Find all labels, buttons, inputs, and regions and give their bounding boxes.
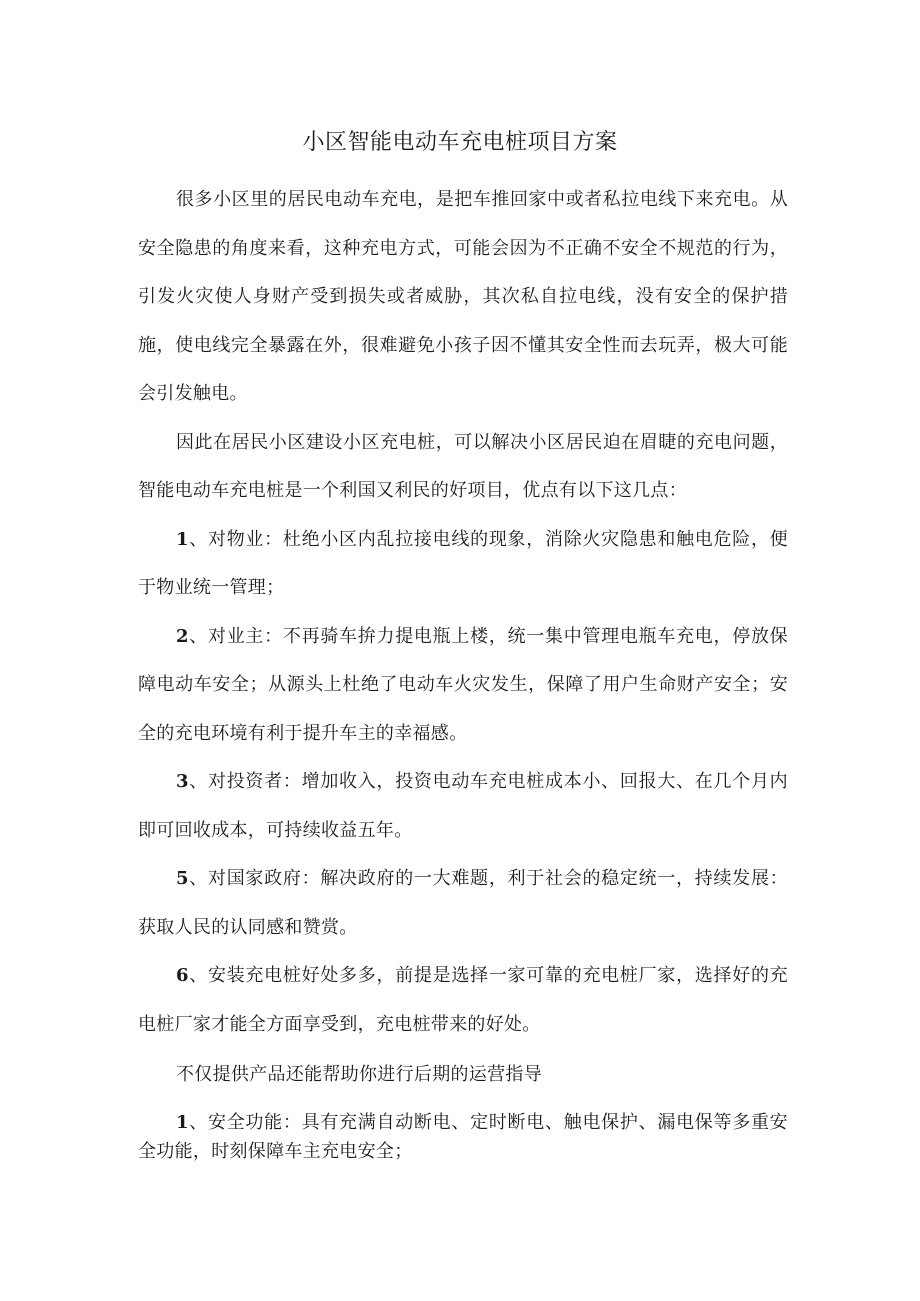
list-item-number: 6 [176,965,189,986]
list-item [138,516,788,613]
list-item [138,855,788,952]
document-title: 小区智能电动车充电桩项目方案 [302,130,618,155]
paragraph-intro [138,176,788,419]
paragraph-text: 不仅提供产品还能帮助你进行后期的运营指导 [176,1064,542,1085]
list-item-text: 、对国家政府：解决政府的一大难题，利于社会的稳定统一，持续发展：获取人民的认同感和赞赏。 [138,868,788,938]
list-item-text: 、对业主：不再骑车拚力提电瓶上楼，统一集中管理电瓶车充电，停放保障电动车安全；从源头上杜绝了电动车火灾发生，保障了用户生命财产安全；安全的充电环境有利于提升车主的幸福感。 [138,625,788,744]
list-item-number: 1 [176,1111,189,1133]
document-body [138,176,788,1166]
paragraph-text: 很多小区里的居民电动车充电，是把车推回家中或者私拉电线下来充电。从安全隐患的角度来看，这种充电方式，可能会因为不正确不安全不规范的行为，引发火灾使人身财产受到损失或者威胁，其次私自拉电线，没有安全的保护措施，使电线完全暴露在外，很难避免小孩子因不懂其安全性而去玩弄，极大可能会引发触电。 [138,189,788,404]
list-item-text: 、安全功能：具有充满自动断电、定时断电、触电保护、漏电保等多重安全功能，时刻保障车主充电安全； [138,1111,788,1162]
list-item-number: 5 [176,868,189,889]
paragraph-reason [138,419,788,516]
list-item [138,1108,788,1166]
list-item [138,758,788,855]
list-item-number: 1 [176,528,189,550]
list-item-number: 3 [176,771,189,792]
paragraph-text: 因此在居民小区建设小区充电桩，可以解决小区居民迫在眉睫的充电问题，智能电动车充电桩是一个利国又利民的好项目，优点有以下这几点： [138,431,788,501]
list-item [138,613,788,759]
list-item-number: 2 [176,625,189,647]
list-item-text: 、安装充电桩好处多多，前提是选择一家可靠的充电桩厂家，选择好的充电桩厂家才能全方面享受到，充电桩带来的好处。 [138,965,788,1035]
paragraph-note [138,1051,788,1100]
list-item-text: 、对投资者：增加收入，投资电动车充电桩成本小、回报大、在几个月内即可回收成本，可持续收益五年。 [138,771,788,841]
list-item [138,952,788,1049]
list-item-text: 、对物业：杜绝小区内乱拉接电线的现象，消除火灾隐患和触电危险，便于物业统一管理； [138,528,788,598]
